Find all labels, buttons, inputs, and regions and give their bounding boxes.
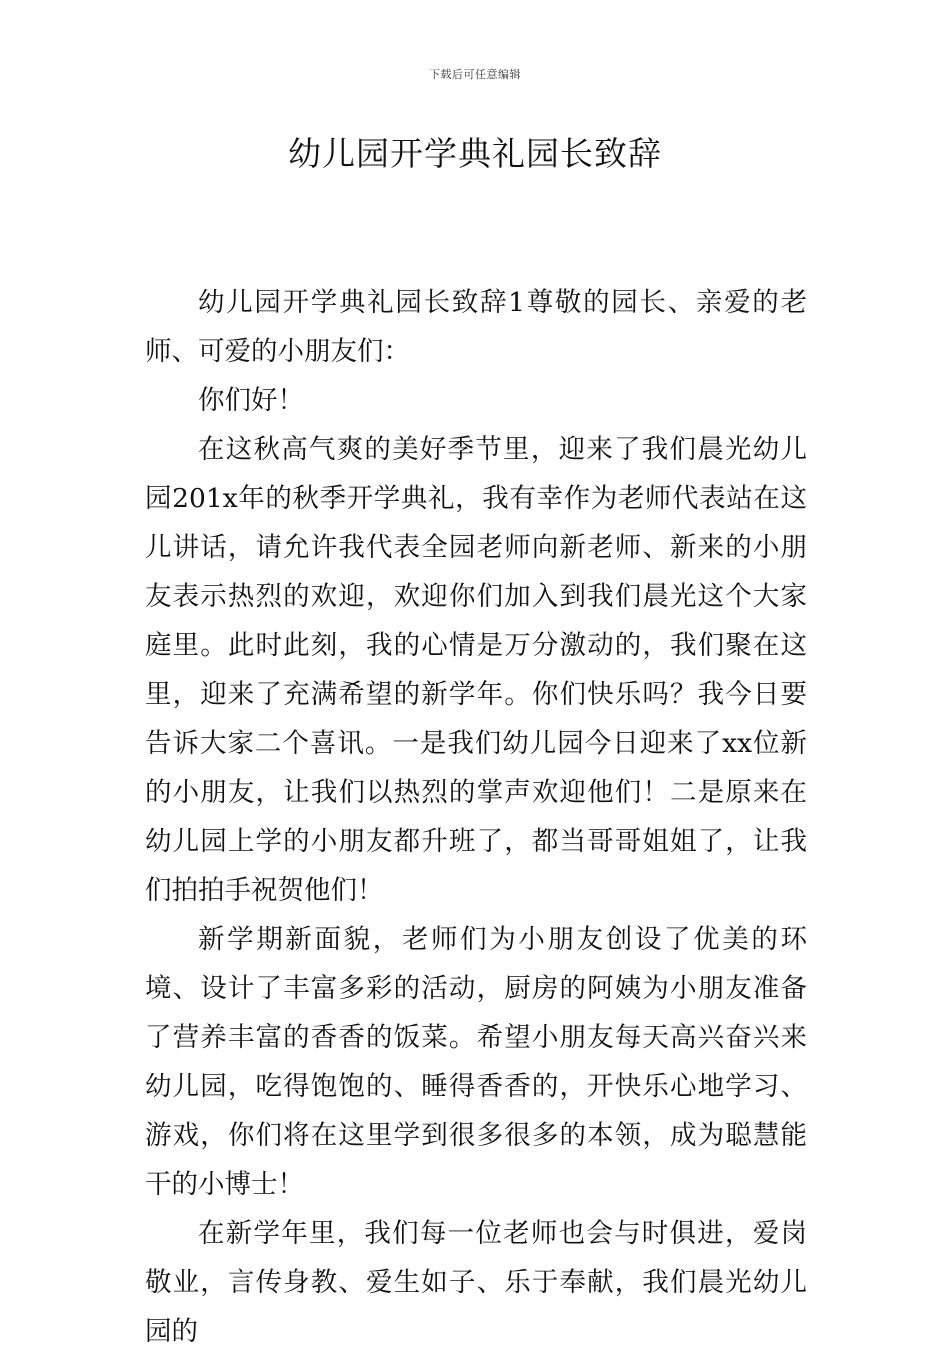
document-body: [145, 278, 807, 1356]
document-title: 幼儿园开学典礼园长致辞: [288, 134, 662, 173]
paragraph-greeting: 幼儿园开学典礼园长致辞1尊敬的园长、亲爱的老师、可爱的小朋友们：: [145, 287, 807, 367]
paragraph-teachers: 在新学年里，我们每一位老师也会与时俱进，爱岗敬业，言传身教、爱生如子、乐于奉献，我们晨光幼儿园的: [145, 1218, 807, 1347]
paragraph-hello: 你们好！: [198, 385, 304, 416]
paragraph-new-semester: 新学期新面貌，老师们为小朋友创设了优美的环境、设计了丰富多彩的活动，厨房的阿姨为小朋友准备了营养丰富的香香的饭菜。希望小朋友每天高兴奋兴来幼儿园，吃得饱饱的、睡得香香的，开快乐心地学习、游戏，你们将在这里学到很多很多的本领，成为聪慧能干的小博士！: [145, 924, 807, 1200]
header-note: 下载后可任意编辑: [429, 68, 521, 81]
paragraph-welcome: 在这秋高气爽的美好季节里，迎来了我们晨光幼儿园201x年的秋季开学典礼，我有幸作为老师代表站在这儿讲话，请允许我代表全园老师向新老师、新来的小朋友表示热烈的欢迎，欢迎你们加入到我们晨光这个大家庭里。此时此刻，我的心情是万分激动的，我们聚在这里，迎来了充满希望的新学年。你们快乐吗？我今日要告诉大家二个喜讯。一是我们幼儿园今日迎来了xx位新的小朋友，让我们以热烈的掌声欢迎他们！二是原来在幼儿园上学的小朋友都升班了，都当哥哥姐姐了，让我们拍拍手祝贺他们！: [145, 434, 807, 906]
